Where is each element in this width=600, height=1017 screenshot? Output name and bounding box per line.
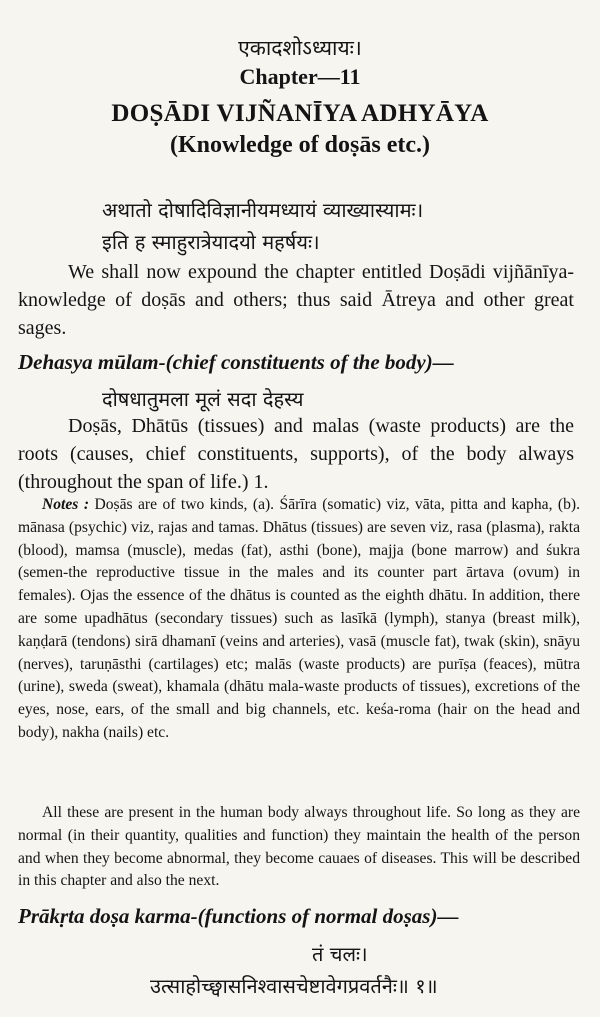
section2-verse-line-2: उत्साहोच्छ्वासनिश्वासचेष्टावेगप्रवर्तनैः॥ १॥: [150, 974, 438, 998]
notes-label: Notes :: [42, 496, 90, 513]
section1-verse: दोषधातुमला मूलं सदा देहस्य: [102, 387, 304, 411]
section1-translation: Doṣās, Dhātūs (tissues) and malas (waste products) are the roots (causes, chief constituents, supports), of the body always (throughout the span of life.) 1.: [18, 415, 574, 493]
notes-paragraph: [18, 494, 580, 745]
sanskrit-chapter-title: एकादशोऽध्यायः।: [238, 36, 362, 60]
intro-translation: We shall now expound the chapter entitled Doṣādi vijñānīya-knowledge of doṣās and others; thus said Ātreya and other great sages.: [18, 261, 574, 339]
intro-verse-line-1: अथातो दोषादिविज्ञानीयमध्यायं व्याख्यास्यामः।: [102, 198, 424, 222]
chapter-title: DOṢĀDI VIJÑANĪYA ADHYĀYA: [111, 100, 489, 127]
notes-text: Doṣās are of two kinds, (a). Śārīra (somatic) viz, vāta, pitta and kapha, (b). mānasa (psychic) viz, rajas and tamas. Dhātus (tissues) are seven viz, rasa (plasma), rakta (blood), mamsa (muscle), medas (fat), asthi (bone), majja (bone marrow) and śukra (semen-the reproductive tissue in the males and its counter part ārtava (ovum) in females). Ojas the essence of the dhātus is counted as the eighth dhātu. In addition, there are some upadhātus (secondary tissues) such as lasīkā (lymph), stanya (breast milk), kaṇḍarā (tendons) sirā dhamanī (veins and arteries), vasā (muscle fat), twak (skin), snāyu (nerves), taruṇāsthi (cartilages) etc; malās (waste products) are purīṣa (feaces), mūtra (urine), sweda (sweat), khamala (dhātu mala-waste products of tissues), excretions of the eyes, nose, ears, of the small and big channels, etc. keśa-roma (hair on the head and body), nakha (nails) etc.: [18, 496, 580, 741]
notes-paragraph-2: All these are present in the human body always throughout life. So long as they are normal (in their quantity, qualities and function) they maintain the health of the person and when they become abnormal, they become cauaes of diseases. This will be described in this chapter and also the next.: [18, 804, 580, 890]
intro-verse-line-2: इति ह स्माहुरात्रेयादयो महर्षयः।: [102, 230, 320, 254]
section-heading-prakrta-dosa-karma: Prākṛta doṣa karma-(functions of normal doṣas)—: [18, 904, 459, 928]
chapter-subtitle: (Knowledge of doṣās etc.): [170, 132, 430, 158]
chapter-number: Chapter—11: [239, 64, 361, 89]
section-heading-dehasya-mulam: Dehasya mūlam-(chief constituents of the body)—: [18, 350, 454, 374]
section2-verse-line-1: तं चलः।: [312, 942, 368, 966]
